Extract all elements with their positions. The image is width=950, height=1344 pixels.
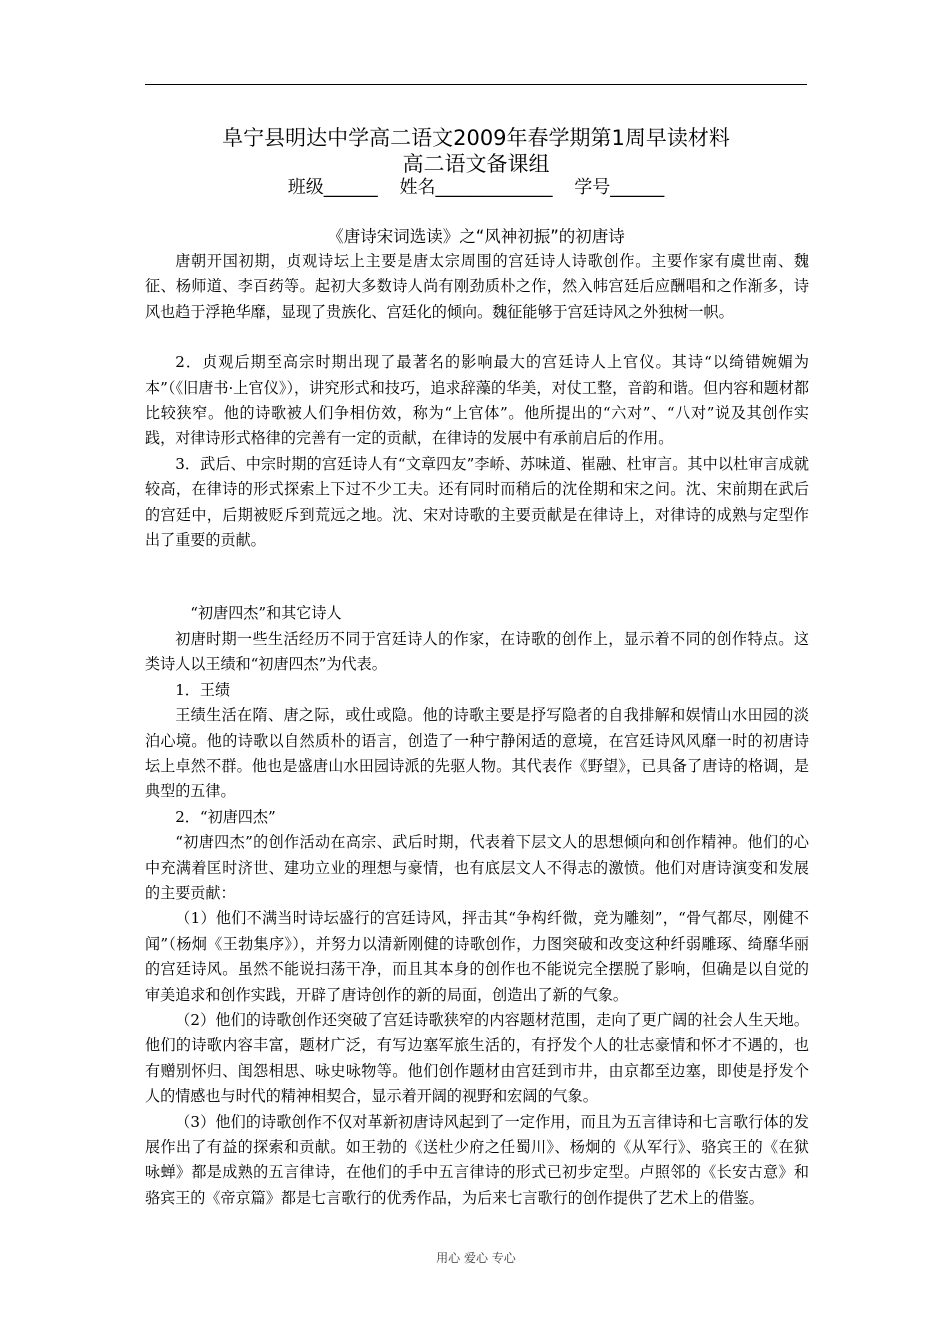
paragraph: 2．贞观后期至高宗时期出现了最著名的影响最大的宫廷诗人上官仪。其诗“以绮错婉媚为本”（《旧唐书·上官仪》），讲究形式和技巧，追求辞藻的华美，对仗工整，音韵和谐。但内容和题材都比较狭窄。他的诗歌被人们争相仿效，称为“上官体”。他所提出的“六对”、“八对”说及其创作实践，对律诗形式格律的完善有一定的贡献，在律诗的发展中有承前启后的作用。 [145,353,809,448]
paragraph: 初唐时期一些生活经历不同于宫廷诗人的作家，在诗歌的创作上，显示着不同的创作特点。这类诗人以王绩和“初唐四杰”为代表。 [145,629,809,674]
section-heading: “初唐四杰”和其它诗人 [190,604,342,623]
paragraph: （3）他们的诗歌创作不仅对革新初唐诗风起到了一定作用，而且为五言律诗和七言歌行体的发展作出了有益的探索和贡献。如王勃的《送杜少府之任蜀川》、杨炯的《从军行》、骆宾王的《在狱咏蝉》都是成熟的五言律诗，在他们的手中五言律诗的形式已初步定型。卢照邻的《长安古意》和骆宾王的《帝京篇》都是七言歌行的优秀作品，为后来七言歌行的创作提供了艺术上的借鉴。 [145,1112,809,1207]
name-field: 姓名_____________ [399,177,553,198]
paragraph: 王绩生活在隋、唐之际，或仕或隐。他的诗歌主要是抒写隐者的自我排解和娱情山水田园的淡泊心境。他的诗歌以自然质朴的语言，创造了一种宁静闲适的意境，在宫廷诗风风靡一时的初唐诗坛上卓然不群。他也是盛唐山水田园诗派的先驱人物。其代表作《野望》，已具备了唐诗的格调，是典型的五律。 [145,706,809,801]
paragraph: 唐朝开国初期，贞观诗坛上主要是唐太宗周围的宫廷诗人诗歌创作。主要作家有虞世南、魏征、杨师道、李百药等。起初大多数诗人尚有刚劲质朴之作，然入帏宫廷后应酬唱和之作渐多，诗风也趋于浮艳华靡，显现了贵族化、宫廷化的倾向。魏征能够于宫廷诗风之外独树一帜。 [145,252,809,321]
paragraph: （1）他们不满当时诗坛盛行的宫廷诗风，抨击其“争构纤微，竞为雕刻”，“骨气都尽，刚健不闻”（杨炯《王勃集序》），并努力以清新刚健的诗歌创作，力图突破和改变这种纤弱雕琢、绮靡华丽的宫廷诗风。虽然不能说扫荡干净，而且其本身的创作也不能说完全摆脱了影响，但确是以自觉的审美追求和创作实践，开辟了唐诗创作的新的局面，创造出了新的气象。 [145,909,809,1004]
subheading: 2．“初唐四杰” [175,807,276,826]
header-rule [145,84,807,85]
article-title: 《唐诗宋词选读》之“风神初振”的初唐诗 [327,227,625,246]
document-title: 阜宁县明达中学高二语文2009年春学期第1周早读材料 [222,126,730,150]
student-number-field: 学号______ [574,177,665,198]
page-footer: 用心 爱心 专心 [436,1251,516,1265]
article-body [145,249,809,1211]
paragraph: （2）他们的诗歌创作还突破了宫廷诗歌狭窄的内容题材范围，走向了更广阔的社会人生天地。他们的诗歌内容丰富，题材广泛，有写边塞军旅生活的，有抒发个人的壮志豪情和怀才不遇的，也有赠别怀归、闺怨相思、咏史咏物等。他们创作题材由宫廷到市井，由京都至边塞，即使是抒发个人的情感也与时代的精神相契合，显示着开阔的视野和宏阔的气象。 [145,1010,809,1106]
document-subtitle: 高二语文备课组 [402,152,550,176]
subheading: 1．王绩 [175,680,231,699]
class-field: 班级______ [287,177,378,198]
student-info-line [145,176,807,200]
paragraph: 3．武后、中宗时期的宫廷诗人有“文章四友”李峤、苏味道、崔融、杜审言。其中以杜审言成就较高，在律诗的形式探索上下过不少工夫。还有同时而稍后的沈佺期和宋之问。沈、宋前期在武后的宫廷中，后期被贬斥到荒远之地。沈、宋对诗歌的主要贡献是在律诗上，对律诗的成熟与定型作出了重要的贡献。 [145,454,809,550]
paragraph: “初唐四杰”的创作活动在高宗、武后时期，代表着下层文人的思想倾向和创作精神。他们的心中充满着匡时济世、建功立业的理想与豪情，也有底层文人不得志的激愤。他们对唐诗演变和发展的主要贡献： [145,833,809,902]
